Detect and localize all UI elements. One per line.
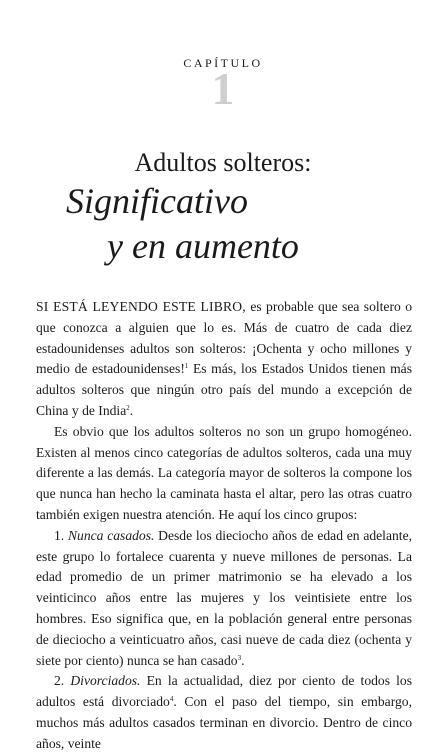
chapter-title-line-1: Adultos solteros:: [134, 148, 312, 177]
footnote-ref-1: 1: [184, 362, 189, 371]
paragraph-2: Es obvio que los adultos solteros no son un grupo homogéneo. Existen al menos cinco categorías de adultos solteros, cada una muy diferente a las demás. La categoría mayor de solteros la compone los que nunca han hecho la caminata hasta el altar, pero las otras cuatro también exigen nuestra atención. He aquí los cinco grupos:: [36, 423, 412, 522]
paragraph-4-text-b: . Con el paso del tiempo, sin embargo, muchos más adultos casados terminan en divorcio. Dentro de cinco años, veinte: [36, 694, 412, 751]
footnote-ref-2: 2: [126, 403, 130, 412]
body-text: [36, 297, 412, 755]
paragraph-1-text-b: Es más, los Estados Unidos tienen más adultos solteros que ningún otro país del mundo a excepción de China y de India: [36, 361, 412, 418]
chapter-title-line-2: Significativo: [66, 181, 248, 221]
chapter-label: CAPÍTULO: [183, 56, 263, 70]
paragraph-3-text-a: Desde los dieciocho años de edad en adelante, este grupo lo fortalece cuarenta y nueve millones de personas. La edad promedio de un primer matrimonio se ha elevado a los veinticinco años entre las mujeres y los veintisiete entre los hombres. Eso significa que, en la población general entre personas de dieciocho a veinticuatro años, casi nueve de cada diez (ochenta y siete por ciento) nunca se han casado: [36, 527, 413, 668]
paragraph-4: [36, 671, 412, 754]
paragraph-3-text-b: .: [241, 652, 245, 668]
paragraph-3: [36, 526, 412, 672]
paragraph-1: [36, 297, 412, 422]
footnote-ref-3: 3: [237, 653, 242, 662]
lead-in: SI ESTÁ LEYENDO ESTE LIBRO,: [36, 299, 246, 314]
footnote-ref-4: 4: [169, 695, 174, 704]
paragraph-4-text-a: En la actualidad, diez por ciento de todos los adultos está divorciado: [36, 673, 412, 710]
paragraph-1-text-a: es probable que sea soltero o que conozca a alguien que lo es. Más de cuatro de cada diez estadounidenses adultos son solteros: ¡Ochenta y ocho millones y medio de estadounidenses!: [36, 299, 412, 377]
chapter-title-line-3: y en aumento: [107, 226, 299, 266]
category-never-married: Nunca casados.: [67, 527, 155, 543]
category-divorced: Divorciados.: [70, 673, 141, 689]
list-number-1: 1.: [54, 527, 68, 543]
list-number-2: 2.: [54, 673, 71, 689]
paragraph-1-text-c: .: [129, 402, 134, 418]
chapter-number: 1: [211, 63, 235, 114]
